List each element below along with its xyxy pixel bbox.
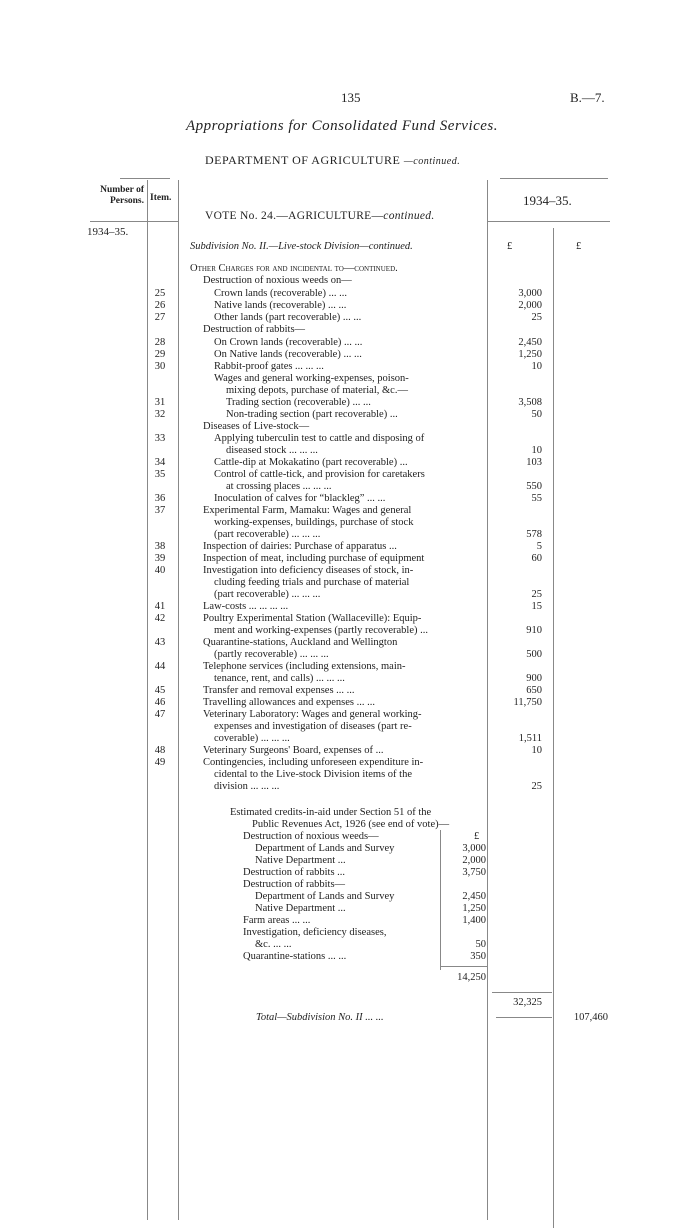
credit-amount: 3,000 [462, 843, 486, 854]
item-description: cluding feeding trials and purchase of material [214, 577, 410, 588]
item-amount: 900 [526, 673, 542, 684]
item-number: 49 [154, 757, 166, 768]
credits-pound-symbol: £ [474, 831, 480, 842]
vote-title-suffix: continued. [383, 210, 435, 222]
item-description: Inspection of meat, including purchase of equipment [203, 553, 425, 564]
item-description: (partly recoverable) ... ... ... [214, 649, 329, 660]
item-description: Other lands (part recoverable) ... ... [214, 312, 362, 323]
grand-total: 107,460 [573, 1012, 608, 1023]
credit-description: Destruction of noxious weeds— [243, 831, 379, 842]
credit-amount: 1,400 [462, 915, 486, 926]
header-bottom-rule-left [90, 221, 178, 222]
page-title: Appropriations for Consolidated Fund Services. [186, 118, 499, 134]
item-description: diseased stock ... ... ... [226, 445, 318, 456]
subdivision-heading: Subdivision No. II.—Live-stock Division—continued. [190, 241, 413, 252]
item-amount: 25 [531, 781, 542, 792]
item-description: division ... ... ... [214, 781, 280, 792]
item-description: Applying tuberculin test to cattle and disposing of [214, 433, 425, 444]
item-description: Quarantine-stations, Auckland and Wellington [203, 637, 398, 648]
item-description: Rabbit-proof gates ... ... ... [214, 361, 324, 372]
item-description: Veterinary Laboratory: Wages and general working- [203, 709, 422, 720]
item-amount: 1,250 [518, 349, 542, 360]
item-amount: 578 [526, 529, 542, 540]
col-header-item: Item. [150, 193, 172, 203]
item-amount: 550 [526, 481, 542, 492]
item-description: Inoculation of calves for “blackleg” ... ... [214, 493, 386, 504]
vote-title-main: VOTE No. 24.—AGRICULTURE— [205, 210, 384, 222]
credit-description: Destruction of rabbits— [243, 879, 346, 890]
item-description: Native lands (recoverable) ... ... [214, 300, 347, 311]
item-description: Transfer and removal expenses ... ... [203, 685, 355, 696]
subdivision-total-label: Total—Subdivision No. II ... ... [256, 1012, 384, 1023]
credits-total-rule [440, 966, 487, 967]
item-description: On Native lands (recoverable) ... ... [214, 349, 362, 360]
item-amount: 25 [531, 312, 542, 323]
grand-total-rule [496, 1017, 552, 1018]
item-description: working-expenses, buildings, purchase of stock [214, 517, 414, 528]
item-description: expenses and investigation of diseases (part re- [214, 721, 412, 732]
item-amount: 2,450 [518, 337, 542, 348]
item-number: 44 [154, 661, 166, 672]
item-amount: 10 [531, 361, 542, 372]
item-amount: 10 [531, 445, 542, 456]
item-description: Cattle-dip at Mokakatino (part recoverable) ... [214, 457, 408, 468]
department-heading [205, 153, 460, 168]
credit-description: Destruction of rabbits ... [243, 867, 346, 878]
item-number: 25 [154, 288, 166, 299]
item-amount: 1,511 [518, 733, 542, 744]
column-total: 32,325 [513, 997, 542, 1008]
credits-amount-divider [440, 830, 441, 970]
item-description: Contingencies, including unforeseen expenditure in- [203, 757, 424, 768]
item-amount: 10 [531, 745, 542, 756]
credits-intro-line1: Estimated credits-in-aid under Section 51 of the [230, 807, 432, 818]
credit-description: Farm areas ... ... [243, 915, 311, 926]
item-number: 27 [154, 312, 166, 323]
item-amount: 3,000 [518, 288, 542, 299]
item-number: 35 [154, 469, 166, 480]
credit-amount: 2,000 [462, 855, 486, 866]
item-number: 43 [154, 637, 166, 648]
credit-description: Department of Lands and Survey [255, 843, 395, 854]
item-description: Inspection of dairies: Purchase of apparatus ... [203, 541, 397, 552]
vote-title [205, 210, 435, 222]
item-amount: 50 [531, 409, 542, 420]
item-amount: 55 [531, 493, 542, 504]
item-number: 36 [154, 493, 166, 504]
item-description: Non-trading section (part recoverable) ... [226, 409, 398, 420]
page-number: 135 [341, 90, 361, 105]
item-description: coverable) ... ... ... [214, 733, 290, 744]
item-description: Crown lands (recoverable) ... ... [214, 288, 347, 299]
column-total-rule [492, 992, 552, 993]
col-divider-amounts [553, 228, 554, 1228]
credit-description: Department of Lands and Survey [255, 891, 395, 902]
item-number: 48 [154, 745, 166, 756]
item-number: 31 [154, 397, 166, 408]
col-divider-item [178, 180, 179, 1220]
credit-amount: 1,250 [462, 903, 486, 914]
col-header-year: 1934–35. [523, 193, 572, 208]
item-number: 34 [154, 457, 166, 468]
item-amount: 15 [531, 601, 542, 612]
item-number: 33 [154, 433, 166, 444]
item-number: 39 [154, 553, 166, 564]
item-amount: 910 [526, 625, 542, 636]
pound-symbol-1: £ [507, 241, 513, 252]
item-amount: 3,508 [518, 397, 542, 408]
item-description: tenance, rent, and calls) ... ... ... [214, 673, 345, 684]
credit-description: &c. ... ... [255, 939, 292, 950]
item-amount: 650 [526, 685, 542, 696]
item-description: Poultry Experimental Station (Wallaceville): Equip- [203, 613, 422, 624]
credits-total: 14,250 [457, 972, 486, 983]
item-description: Wages and general working-expenses, poison- [214, 373, 409, 384]
item-description: Travelling allowances and expenses ... ... [203, 697, 375, 708]
item-number: 41 [154, 601, 166, 612]
item-description: mixing depots, purchase of material, &c.— [226, 385, 408, 396]
col-header-persons: Number of Persons. [100, 185, 144, 206]
item-description: Telephone services (including extensions, main- [203, 661, 406, 672]
item-description: Destruction of rabbits— [203, 324, 306, 335]
document-reference: B.—7. [570, 90, 605, 105]
item-description: Law-costs ... ... ... ... [203, 601, 289, 612]
item-description: Control of cattle-tick, and provision for caretakers [214, 469, 425, 480]
item-number: 42 [154, 613, 166, 624]
item-number: 40 [154, 565, 166, 576]
item-description: (part recoverable) ... ... ... [214, 529, 321, 540]
item-amount: 5 [536, 541, 542, 552]
item-description: Experimental Farm, Mamaku: Wages and general [203, 505, 412, 516]
item-description: (part recoverable) ... ... ... [214, 589, 321, 600]
year-left-label: 1934–35. [87, 226, 129, 238]
credit-amount: 50 [475, 939, 486, 950]
item-description: ment and working-expenses (partly recoverable) ... [214, 625, 428, 636]
item-description: Trading section (recoverable) ... ... [226, 397, 371, 408]
header-bottom-rule-right [488, 221, 610, 222]
department-name: DEPARTMENT OF AGRICULTURE [205, 153, 401, 167]
item-number: 28 [154, 337, 166, 348]
item-number: 26 [154, 300, 166, 311]
credits-intro-line2: Public Revenues Act, 1926 (see end of vote)— [252, 819, 450, 830]
credit-description: Native Department ... [255, 903, 346, 914]
item-number: 47 [154, 709, 166, 720]
item-number: 32 [154, 409, 166, 420]
item-amount: 60 [531, 553, 542, 564]
item-amount: 2,000 [518, 300, 542, 311]
item-number: 37 [154, 505, 166, 516]
item-number: 29 [154, 349, 166, 360]
item-number: 45 [154, 685, 166, 696]
item-description: Veterinary Surgeons' Board, expenses of ... [203, 745, 384, 756]
item-number: 30 [154, 361, 166, 372]
item-description: Destruction of noxious weeds on— [203, 275, 352, 286]
pound-symbol-2: £ [576, 241, 582, 252]
credit-description: Investigation, deficiency diseases, [243, 927, 387, 938]
credit-amount: 3,750 [462, 867, 486, 878]
header-rule-right [500, 178, 608, 179]
item-amount: 500 [526, 649, 542, 660]
item-description: at crossing places ... ... ... [226, 481, 332, 492]
item-number: 46 [154, 697, 166, 708]
item-amount: 103 [526, 457, 542, 468]
credit-description: Quarantine-stations ... ... [243, 951, 347, 962]
header-rule-left [120, 178, 170, 179]
item-amount: 25 [531, 589, 542, 600]
credit-description: Native Department ... [255, 855, 346, 866]
credit-amount: 2,450 [462, 891, 486, 902]
item-description: Diseases of Live-stock— [203, 421, 310, 432]
item-description: Investigation into deficiency diseases of stock, in- [203, 565, 414, 576]
item-amount: 11,750 [513, 697, 542, 708]
item-number: 38 [154, 541, 166, 552]
credit-amount: 350 [470, 951, 486, 962]
item-description: On Crown lands (recoverable) ... ... [214, 337, 363, 348]
other-charges-heading: Other Charges for and incidental to—continued. [190, 263, 398, 274]
item-description: cidental to the Live-stock Division items of the [214, 769, 412, 780]
department-suffix: —continued. [403, 156, 461, 167]
